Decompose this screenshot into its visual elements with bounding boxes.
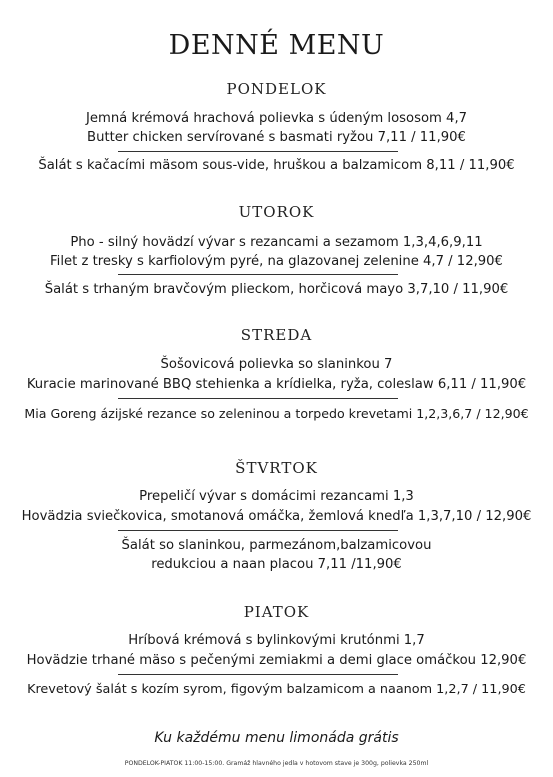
menu-item-salad: Šalát so slaninkou, parmezánom,balzamicovou [121,538,432,553]
divider [118,398,398,399]
menu-item-soup: Hríbová krémová s bylinkovými krutónmi 1,7 [128,633,425,648]
menu-title: DENNÉ MENU [168,30,385,61]
day-heading-monday: PONDELOK [226,80,327,98]
menu-item-salad: Krevetový šalát s kozím syrom, figovým balzamicom a naanom 1,2,7 / 11,90€ [27,682,526,697]
menu-item-salad: Šalát s trhaným bravčovým plieckom, horčicová mayo 3,7,10 / 11,90€ [44,282,509,297]
divider [118,674,398,675]
menu-item-main: Hovädzia sviečkovica, smotanová omáčka, žemlová knedľa 1,3,7,10 / 12,90€ [21,509,532,524]
footnote: PONDELOK-PIATOK 11:00-15:00. Gramáž hlavného jedla v hotovom stave je 300g, polievka 250ml [124,760,429,767]
day-heading-wednesday: STREDA [240,326,313,344]
divider [118,151,398,152]
day-heading-tuesday: UTOROK [238,203,315,221]
menu-item-main: Butter chicken servírované s basmati ryžou 7,11 / 11,90€ [87,130,466,145]
divider [118,530,398,531]
menu-item-soup: Prepeličí vývar s domácimi rezancami 1,3 [139,489,414,504]
day-heading-friday: PIATOK [243,603,310,621]
menu-item-main: Filet z tresky s karfiolovým pyré, na glazovanej zelenine 4,7 / 12,90€ [50,254,503,269]
menu-item-main: Hovädzie trhané mäso s pečenými zemiakmi a demi glace omáčkou 12,90€ [26,653,527,668]
menu-item-salad-continued: redukciou a naan placou 7,11 /11,90€ [151,557,402,572]
menu-item-soup: Jemná krémová hrachová polievka s údeným lososom 4,7 [85,111,468,126]
day-heading-thursday: ŠTVRTOK [235,459,318,477]
menu-item-salad: Mia Goreng ázijské rezance so zeleninou a torpedo krevetami 1,2,3,6,7 / 12,90€ [24,406,529,421]
divider [118,274,398,275]
menu-item-soup: Pho - silný hovädzí vývar s rezancami a sezamom 1,3,4,6,9,11 [70,235,483,250]
menu-item-main: Kuracie marinované BBQ stehienka a krídielka, ryža, coleslaw 6,11 / 11,90€ [26,377,527,392]
menu-item-salad: Šalát s kačacími mäsom sous-vide, hruškou a balzamicom 8,11 / 11,90€ [38,158,515,173]
closing-note: Ku každému menu limonáda grátis [154,730,399,746]
menu-item-soup: Šošovicová polievka so slaninkou 7 [160,357,393,372]
